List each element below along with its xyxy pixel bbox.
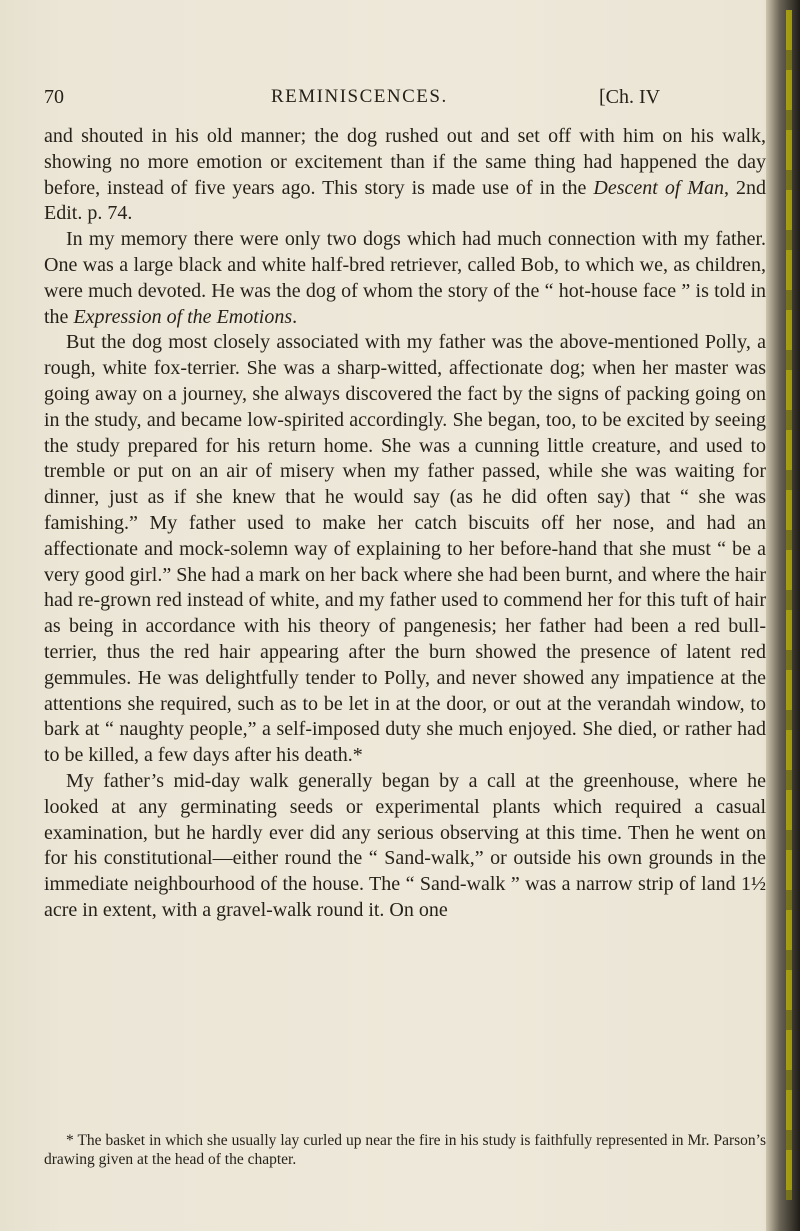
italic-title: Descent of Man [593,176,725,199]
page-header [44,86,764,112]
italic-title: Expression of the Emotions [73,305,293,328]
body-text [44,124,766,924]
paragraph-text: In my memory there were only two dogs which had much connection with my father. One was a large black and white half-bred retriever, called Bob, to which we, as children, were much devoted. He was the dog of whom the story of the “ hot-house face ” is told in the [44,228,766,328]
paragraph-text: . [292,305,298,328]
paragraph [44,227,766,330]
paragraph [44,124,766,227]
paragraph-text: My father’s mid-day walk generally began by a call at the greenhouse, where he looked at any germinating seeds or experimental plants which required a casual examination, but he hardly ever did any serious observing at this time. Then he went on for his constitutional—either round the “ Sand-walk,” or outside his own grounds in the immediate neighbourhood of the house. The “ Sand-walk ” was a narrow strip of land 1½ acre in extent, with a gravel-walk round it. On one [44,769,766,921]
paragraph [44,769,766,924]
paragraph [44,330,766,769]
paragraph-text: But the dog most closely associated with my father was the above-mentioned Polly, a rough, white fox-terrier. She was a sharp-witted, affectionate dog; when her master was going away on a journey, she always discovered the fact by the signs of packing going on in the study, and became low-spirited accordingly. She began, too, to be excited by seeing the study prepared for his return home. She was a cunning little creature, and used to tremble or put on an air of misery when my father passed, while she was waiting for dinner, just as if she knew that he would say (as he did often say) that “ she was famishing.” My father used to make her catch biscuits off her nose, and had an affectionate and mock-solemn way of explaining to her before-hand that she must “ be a very good girl.” She had a mark on her back where she had been burnt, and where the hair had re-grown red instead of white, and my father used to commend her for this tuft of hair as being in accordance with his theory of pangenesis; her father had been a red bull-terrier, thus the red hair appearing after the burn showed the presence of latent red gemmules. He was delightfully tender to Polly, and never showed any impatience at the attentions she required, such as to be let in at the door, or out at the verandah window, to bark at “ naughty people,” a self-imposed duty she much enjoyed. She died, or rather had to be killed, a few days after his death.* [44,331,766,767]
paragraph-text: and shouted in his old manner; the dog rushed out and set off with him on his walk, showing no more emotion or excitement than if the same thing had happened the day before, instead of five years ago. This story is made use of in the [44,125,766,199]
footnote-text: * The basket in which she usually lay curled up near the fire in his study is faithfully represented in Mr. Parson’s drawing given at the head of the chapter. [44,1132,766,1168]
running-head: REMINISCENCES. [271,86,448,107]
footnote [44,1132,766,1169]
page-number: 70 [44,86,64,108]
spine-edge [786,10,792,1200]
paragraph-text: , 2nd Edit. p. 74. [44,176,766,225]
book-spine [766,0,800,1231]
chapter-label: [Ch. IV [599,86,661,108]
